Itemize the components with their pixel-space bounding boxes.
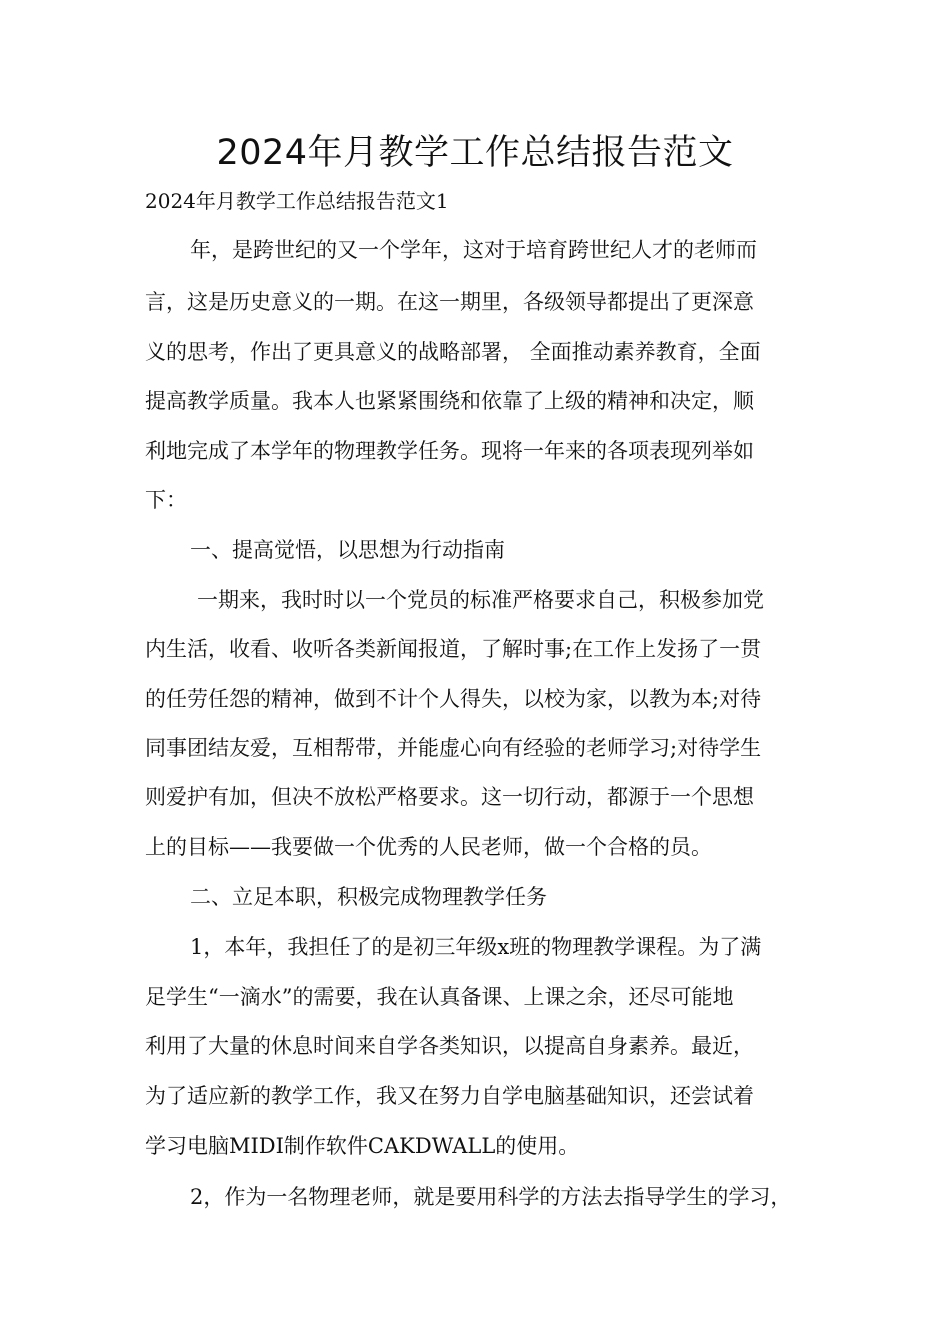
paragraph-line: 下： bbox=[145, 488, 187, 512]
paragraph-line: 言，这是历史意义的一期。在这一期里，各级领导都提出了更深意 bbox=[145, 290, 754, 314]
paragraph-line: 学习电脑MIDI制作软件CAKDWALL的使用。 bbox=[145, 1134, 580, 1158]
paragraph-line: 为了适应新的教学工作，我又在努力自学电脑基础知识，还尝试着 bbox=[145, 1084, 754, 1108]
paragraph-line: 足学生“一滴水”的需要，我在认真备课、上课之余，还尽可能地 bbox=[145, 985, 734, 1009]
paragraph-line: 1，本年，我担任了的是初三年级x班的物理教学课程。为了满 bbox=[190, 935, 762, 959]
paragraph-line: 利用了大量的休息时间来自学各类知识，以提高自身素养。最近， bbox=[145, 1034, 754, 1058]
paragraph-line: 年，是跨世纪的又一个学年，这对于培育跨世纪人才的老师而 bbox=[190, 238, 757, 262]
paragraph-line: 提高教学质量。我本人也紧紧围绕和依靠了上级的精神和决定，顺 bbox=[145, 389, 754, 413]
document-subtitle: 2024年月教学工作总结报告范文1 bbox=[145, 189, 449, 213]
paragraph-line: 2，作为一名物理老师，就是要用科学的方法去指导学生的学习， bbox=[190, 1185, 792, 1209]
paragraph-line: 义的思考，作出了更具意义的战略部署， 全面推动素养教育，全面 bbox=[145, 340, 761, 364]
paragraph-line: 一期来，我时时以一个党员的标准严格要求自己，积极参加党 bbox=[197, 588, 764, 612]
section-heading: 二、立足本职，积极完成物理教学任务 bbox=[190, 885, 547, 909]
document-title: 2024年月教学工作总结报告范文 bbox=[216, 133, 734, 173]
paragraph-line: 则爱护有加，但决不放松严格要求。这一切行动，都源于一个思想 bbox=[145, 785, 754, 809]
section-heading: 一、提高觉悟，以思想为行动指南 bbox=[190, 538, 505, 562]
paragraph-line: 利地完成了本学年的物理教学任务。现将一年来的各项表现列举如 bbox=[145, 439, 754, 463]
paragraph-line: 同事团结友爱，互相帮带，并能虚心向有经验的老师学习;对待学生 bbox=[145, 736, 762, 760]
paragraph-line: 内生活，收看、收听各类新闻报道，了解时事;在工作上发扬了一贯 bbox=[145, 637, 762, 661]
paragraph-line: 上的目标——我要做一个优秀的人民老师，做一个合格的员。 bbox=[145, 835, 712, 859]
paragraph-line: 的任劳任怨的精神，做到不计个人得失，以校为家，以教为本;对待 bbox=[145, 687, 762, 711]
